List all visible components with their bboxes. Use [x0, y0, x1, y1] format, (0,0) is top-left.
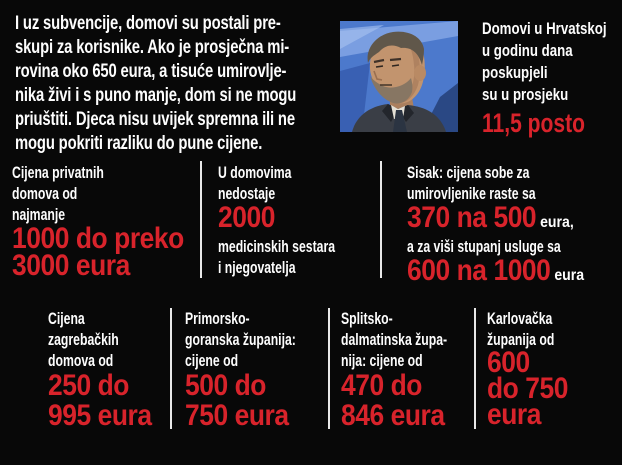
intro-line: nika živi i s puno manje, dom si ne mogu — [15, 85, 297, 106]
card-value: 500 do — [185, 369, 267, 402]
headline-line: u godinu dana — [482, 41, 573, 60]
headline-stat: 11,5 posto — [482, 108, 585, 138]
card-value-line — [407, 201, 595, 236]
man-portrait-photo — [340, 21, 458, 132]
card-value: eura — [487, 398, 542, 431]
card-value-suffix: eura, — [536, 214, 574, 231]
card-heading-line: medicinskih sestara — [218, 237, 336, 256]
card-heading-line: nija: cijene od — [341, 351, 423, 370]
card-heading-line: zagrebačkih — [48, 330, 119, 349]
intro-line: skupi za korisnike. Ako je prosječna mi- — [15, 37, 290, 58]
card-heading-line: Sisak: cijena sobe za — [407, 163, 530, 182]
card-heading-line: županija od — [487, 330, 555, 349]
card-heading-line: Splitsko- — [341, 309, 393, 328]
card-value: do 750 — [487, 372, 569, 405]
card-value: 370 na 500 — [407, 201, 537, 234]
card-heading-line: najmanje — [12, 205, 66, 224]
intro-line: I uz subvencije, domovi su postali pre- — [15, 13, 281, 34]
card-karlovacka — [487, 308, 581, 431]
intro-line: mogu pokriti razliku do pune cijene. — [15, 133, 263, 154]
card-sisak-prices — [407, 162, 621, 289]
card-private-homes — [12, 162, 207, 282]
headline-line: su u prosjeku — [482, 85, 569, 104]
divider-line — [170, 308, 172, 429]
card-heading-line: nedostaje — [218, 184, 276, 203]
card-heading-line: dalmatinska župa- — [341, 330, 448, 349]
card-value: 470 do — [341, 369, 423, 402]
card-staff-shortage — [218, 162, 381, 278]
card-heading-line: Karlovačka — [487, 309, 553, 328]
card-zagreb-prices — [48, 308, 166, 431]
intro-line: rovina oko 650 eura, a tisuće umirovlje- — [15, 61, 287, 82]
card-heading-line: umirovljenike raste sa — [407, 184, 536, 203]
card-heading-line: Cijena privatnih — [12, 163, 104, 182]
card-value: 600 na 1000 — [407, 254, 551, 287]
card-value: 995 eura — [48, 399, 152, 432]
card-heading-line: U domovima — [218, 163, 292, 182]
card-value: 250 do — [48, 369, 130, 402]
card-heading-line: Primorsko- — [185, 309, 250, 328]
card-value: 2000 — [218, 201, 275, 234]
card-splitsko-dalmatinska — [341, 308, 488, 431]
card-value: 3000 eura — [12, 249, 130, 282]
card-primorsko-goranska — [185, 308, 339, 431]
card-value-line — [407, 254, 595, 289]
intro-line: priuštiti. Djeca nisu uvijek spremna ili ne — [15, 109, 295, 130]
card-heading-line: domova od — [12, 184, 78, 203]
card-heading-line: goranska županija: — [185, 330, 296, 349]
card-heading-line: i njegovatelja — [218, 258, 296, 277]
card-value: 846 eura — [341, 399, 445, 432]
card-value-suffix: eura — [550, 267, 585, 284]
card-heading-line: cijene od — [185, 351, 239, 370]
headline-block — [482, 18, 622, 138]
card-value: 750 eura — [185, 399, 289, 432]
intro-paragraph — [15, 12, 375, 156]
card-heading-line: a za viši stupanj usluge sa — [407, 237, 561, 256]
card-heading-line: domova od — [48, 351, 114, 370]
card-heading-line: Cijena — [48, 309, 85, 328]
card-value: 600 — [487, 346, 530, 379]
card-value: 1000 do preko — [12, 222, 184, 255]
headline-line: poskupjeli — [482, 63, 548, 82]
headline-line: Domovi u Hrvatskoj — [482, 19, 607, 38]
